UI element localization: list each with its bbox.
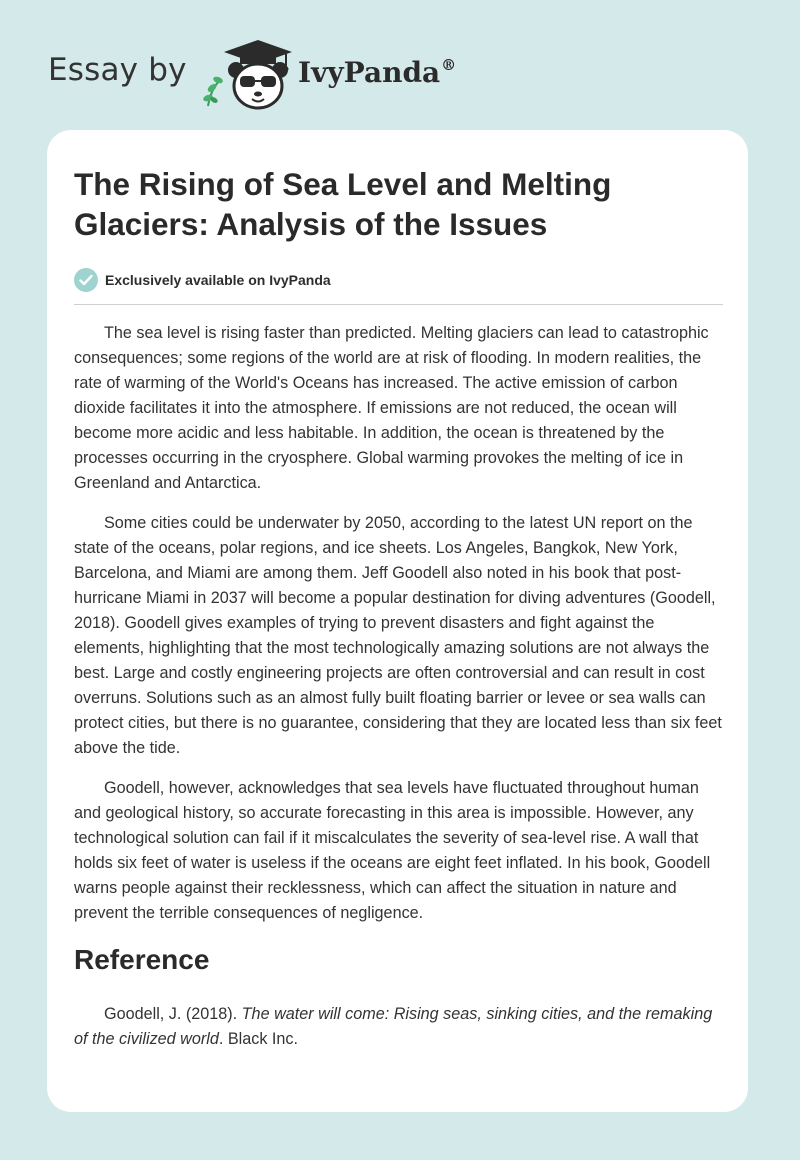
essay-content: [74, 164, 724, 1052]
panda-logo-icon[interactable]: [200, 36, 296, 112]
brand-name[interactable]: IvyPanda®: [298, 56, 457, 89]
divider: [74, 304, 723, 305]
reference-title: The water will come: Rising seas, sinking cities, and the remaking of the civilized world: [74, 1005, 713, 1048]
exclusive-label: Exclusively available on IvyPanda: [105, 272, 331, 288]
reference-heading: Reference: [74, 944, 210, 975]
reference-entry: [74, 1002, 724, 1052]
essay-by-label: Essay by: [48, 52, 187, 88]
reference-authors: Goodell, J. (2018).: [104, 1005, 242, 1023]
site-header: [48, 30, 468, 110]
paragraph-2: Some cities could be underwater by 2050, according to the latest UN report on the state of the oceans, polar regions, and ice sheets. Los Angeles, Bangkok, New York, Barcelona, and Miami are among them. Jeff Goodell also noted in his book that post-hurricane Miami in 2037 will become a popular destination for diving adventures (Goodell, 2018). Goodell gives examples of trying to prevent disasters and fight against the elements, highlighting that the most technologically amazing solutions are not always the best. Large and costly engineering projects are often controversial and can result in cost overruns. Solutions such as an almost fully built floating barrier or levee or sea walls can protect cities, but there is no guarantee, considering that they are located less than six feet above the tide.: [74, 514, 722, 757]
registered-mark: ®: [441, 56, 457, 74]
paragraph-3: Goodell, however, acknowledges that sea levels have fluctuated throughout human and geological history, so accurate forecasting in this area is impossible. However, any technological solution can fail if it miscalculates the severity of sea-level rise. A wall that holds six feet of water is useless if the oceans are eight feet inflated. In his book, Goodell warns people against their recklessness, which can affect the situation in nature and prevent the terrible consequences of negligence.: [74, 779, 711, 922]
check-icon: [74, 268, 98, 292]
paragraph-1: The sea level is rising faster than predicted. Melting glaciers can lead to catastrophic consequences; some regions of the world are at risk of flooding. In modern realities, the rate of warming of the World's Oceans has increased. The active emission of carbon dioxide facilitates it into the atmosphere. If emissions are not reduced, the ocean will become more acidic and less habitable. In addition, the ocean is threatened by the processes occurring in the cryosphere. Global warming provokes the melting of ice in Greenland and Antarctica.: [74, 324, 709, 492]
reference-publisher: . Black Inc.: [218, 1030, 299, 1048]
essay-card: [47, 130, 748, 1112]
exclusive-badge: [74, 266, 724, 294]
page-title: The Rising of Sea Level and Melting Glaciers: Analysis of the Issues: [74, 166, 612, 242]
